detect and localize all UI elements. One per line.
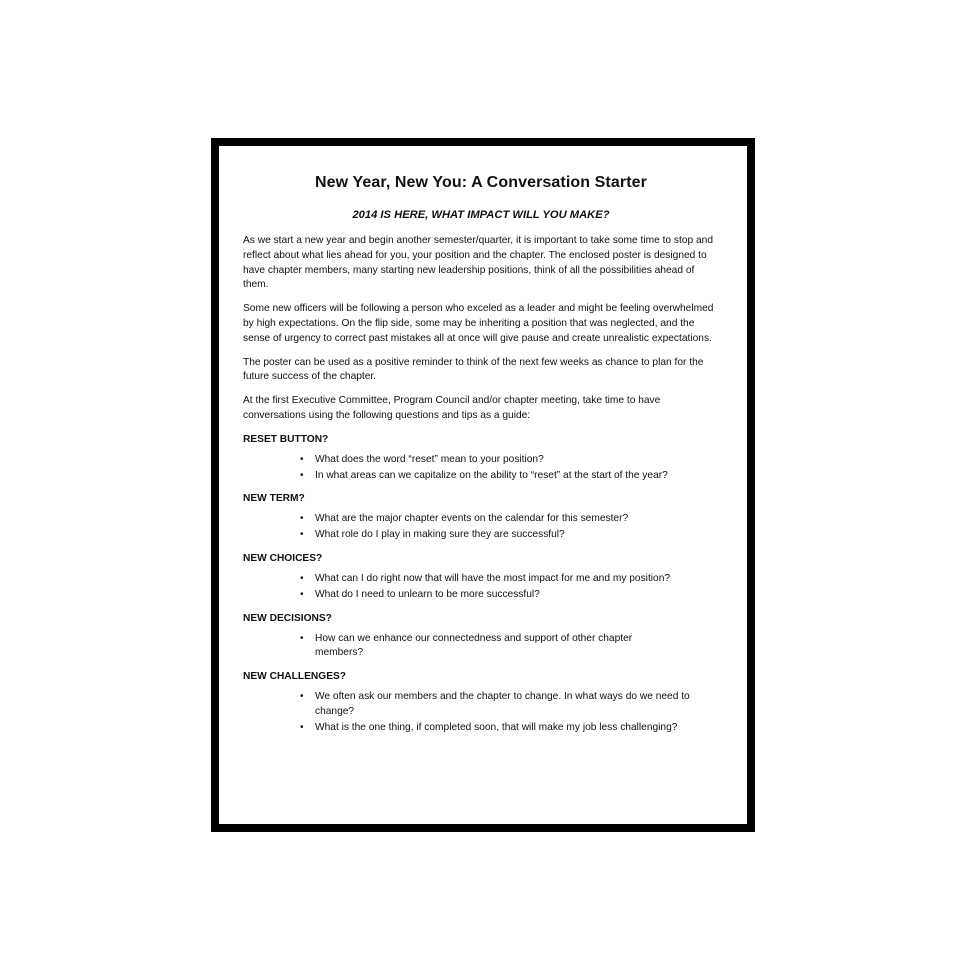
list-item bbox=[300, 632, 675, 662]
bullet-icon: • bbox=[300, 632, 304, 644]
list-item-text: What is the one thing, if completed soon, that will make my job less challenging? bbox=[315, 721, 678, 733]
section-new-decisions bbox=[243, 613, 719, 662]
section-reset-button bbox=[243, 434, 719, 484]
list-item-text: What are the major chapter events on the calendar for this semester? bbox=[315, 513, 629, 525]
meeting-paragraph: At the first Executive Committee, Program Council and/or chapter meeting, take time to have conversations using the following questions and tips as a guide: bbox=[243, 395, 661, 421]
poster-paragraph: The poster can be used as a positive reminder to think of the next few weeks as chance to plan for the future success of the chapter. bbox=[243, 356, 704, 383]
section-new-challenges bbox=[243, 671, 719, 735]
list-item-text: What does the word “reset” mean to your position? bbox=[315, 453, 544, 465]
list-item bbox=[300, 690, 695, 720]
list-item bbox=[300, 469, 717, 484]
document-body bbox=[243, 168, 719, 737]
document-subtitle: 2014 IS HERE, WHAT IMPACT WILL YOU MAKE? bbox=[352, 209, 610, 221]
officers-paragraph: Some new officers will be following a person who exceled as a leader and might be feeling overwhelmed by high expectations. On the flip side, some may be inheriting a position that was neglected, and the sense of urgency to correct past mistakes all at once will give pause and create unrealistic expectations. bbox=[243, 303, 714, 344]
section-heading: NEW CHALLENGES? bbox=[243, 671, 347, 683]
list-item-text: We often ask our members and the chapter to change. In what ways do we need to change? bbox=[315, 691, 690, 717]
list-item-text: In what areas can we capitalize on the ability to “reset” at the start of the year? bbox=[315, 469, 668, 481]
list-item bbox=[300, 528, 719, 543]
bullet-icon: • bbox=[300, 588, 304, 600]
list-item bbox=[300, 572, 719, 587]
bullet-icon: • bbox=[300, 529, 304, 541]
bullet-list bbox=[243, 512, 719, 543]
list-item bbox=[300, 588, 719, 603]
document-frame bbox=[211, 138, 755, 832]
section-heading: NEW TERM? bbox=[243, 493, 305, 505]
list-item-text: What can I do right now that will have the most impact for me and my position? bbox=[315, 572, 671, 584]
list-item-text: What role do I play in making sure they are successful? bbox=[315, 529, 565, 541]
bullet-list bbox=[243, 690, 719, 735]
bullet-icon: • bbox=[300, 691, 304, 703]
section-heading: NEW DECISIONS? bbox=[243, 612, 332, 624]
bullet-icon: • bbox=[300, 453, 304, 465]
list-item bbox=[300, 512, 719, 527]
list-item-text: How can we enhance our connectedness and support of other chapter members? bbox=[315, 632, 633, 659]
section-new-choices bbox=[243, 553, 719, 603]
section-heading: RESET BUTTON? bbox=[243, 433, 329, 445]
list-item-text: What do I need to unlearn to be more successful? bbox=[315, 588, 540, 600]
bullet-icon: • bbox=[300, 469, 304, 481]
intro-paragraph: As we start a new year and begin another semester/quarter, it is important to take some time to stop and reflect about what lies ahead for you, your position and the chapter. The enclosed poster is designed to have chapter members, many starting new leadership positions, think of all the possibilities ahead of them. bbox=[243, 235, 713, 291]
list-item bbox=[300, 453, 717, 468]
bullet-icon: • bbox=[300, 572, 304, 584]
section-new-term bbox=[243, 493, 719, 543]
bullet-icon: • bbox=[300, 513, 304, 525]
document-title: New Year, New You: A Conversation Starter bbox=[315, 174, 647, 191]
bullet-list bbox=[243, 572, 719, 603]
list-item bbox=[300, 721, 725, 736]
bullet-list bbox=[243, 453, 719, 484]
bullet-list bbox=[243, 632, 719, 662]
section-heading: NEW CHOICES? bbox=[243, 552, 323, 564]
bullet-icon: • bbox=[300, 721, 304, 733]
